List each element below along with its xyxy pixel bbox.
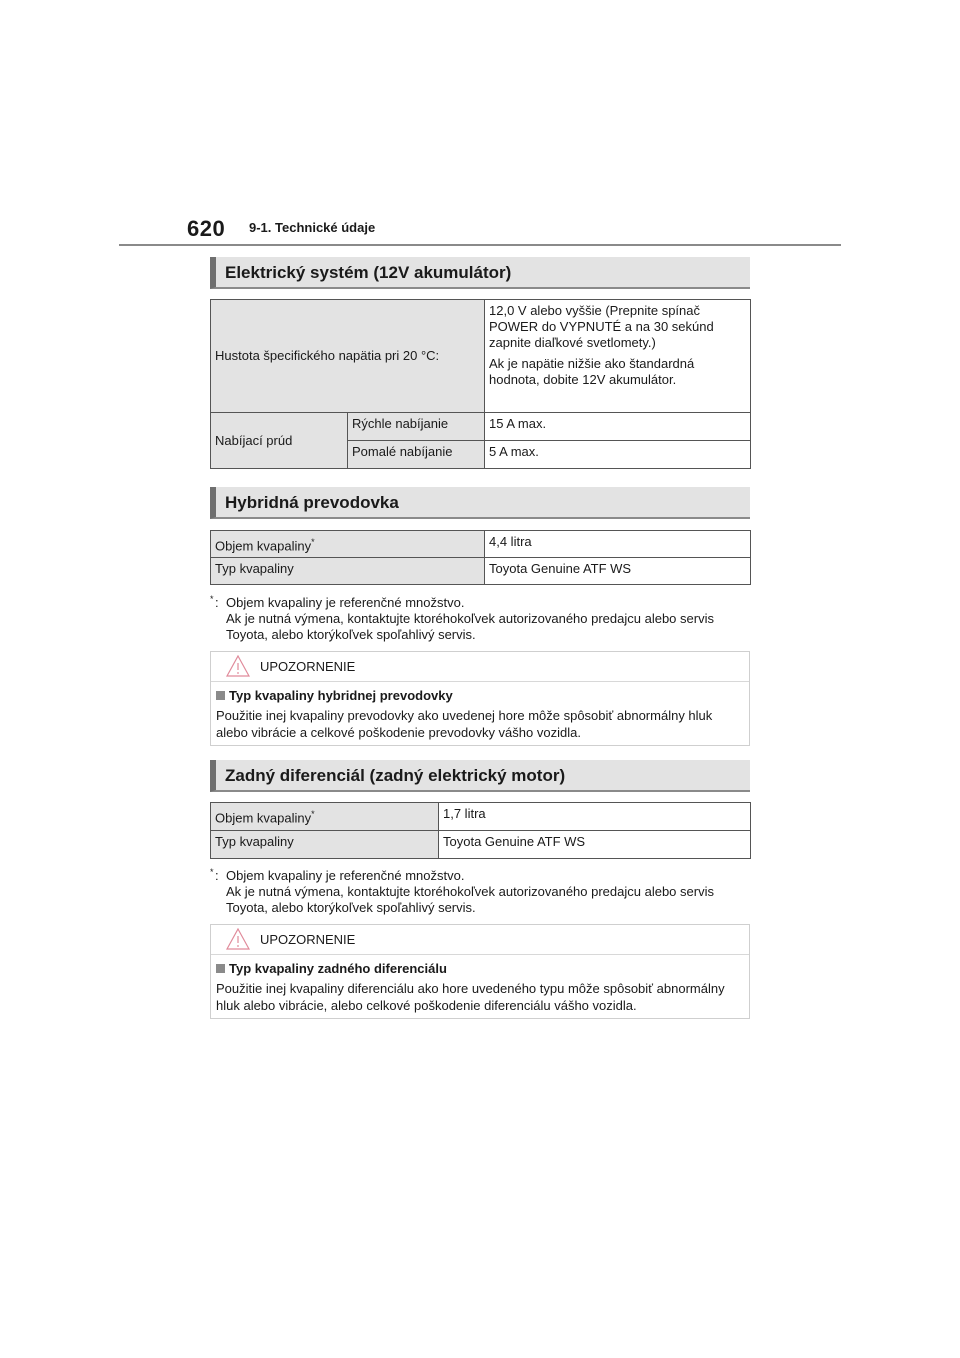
caution-title: UPOZORNENIE	[260, 659, 356, 674]
header-divider	[119, 244, 841, 246]
table-row	[211, 558, 751, 585]
caution-box-transmission	[210, 651, 750, 746]
caution-body	[211, 682, 749, 749]
table-row	[211, 803, 751, 831]
section-heading-transmission	[210, 487, 750, 519]
section-title: Elektrický systém (12V akumulátor)	[225, 263, 512, 282]
footnote-marker: *	[311, 809, 315, 819]
differential-spec-table	[210, 802, 751, 859]
table-row	[211, 531, 751, 558]
square-bullet-icon	[216, 691, 225, 700]
caution-box-differential	[210, 924, 750, 1019]
capacity-label: Objem kvapaliny*	[211, 531, 485, 558]
square-bullet-icon	[216, 964, 225, 973]
footnote-line-2: Ak je nutná výmena, kontaktujte ktoréhokoľvek autorizovaného predajcu alebo servis Toyota, alebo ktorýkoľvek spoľahlivý servis.	[226, 884, 714, 915]
section-title: Hybridná prevodovka	[225, 493, 399, 512]
caution-text: Použitie inej kvapaliny diferenciálu ako hore uvedeného typu môže spôsobiť abnormálny hluk alebo vibrácie, alebo celkové poškodenie diferenciálu vášho vozidla.	[216, 981, 725, 1013]
warning-triangle-icon	[226, 928, 250, 950]
slow-charging-label: Pomalé nabíjanie	[348, 441, 485, 469]
section-title: Zadný diferenciál (zadný elektrický motor)	[225, 766, 566, 785]
page-number: 620	[187, 216, 226, 241]
caution-header	[211, 925, 749, 955]
footnote-marker: *	[311, 537, 315, 547]
caution-subtitle: Typ kvapaliny zadného diferenciálu	[229, 961, 447, 976]
capacity-value: 4,4 litra	[485, 531, 751, 558]
footnote-line-1: Objem kvapaliny je referenčné množstvo.	[226, 595, 465, 610]
caution-text: Použitie inej kvapaliny prevodovky ako uvedenej hore môže spôsobiť abnormálny hluk alebo vibrácie a celkové poškodenie prevodovky vášho vozidla.	[216, 708, 713, 740]
fluid-type-label: Typ kvapaliny	[211, 558, 485, 585]
capacity-label: Objem kvapaliny*	[211, 803, 439, 831]
caution-subtitle: Typ kvapaliny hybridnej prevodovky	[229, 688, 453, 703]
table-row	[211, 831, 751, 859]
battery-spec-table	[210, 299, 751, 469]
table-row	[211, 413, 751, 441]
chapter-title: 9-1. Technické údaje	[249, 220, 376, 235]
fluid-type-value: Toyota Genuine ATF WS	[485, 558, 751, 585]
density-label: Hustota špecifického napätia pri 20 °C:	[211, 300, 485, 413]
capacity-value: 1,7 litra	[439, 803, 751, 831]
section-heading-electrical	[210, 257, 750, 289]
footnote-line-2: Ak je nutná výmena, kontaktujte ktoréhokoľvek autorizovaného predajcu alebo servis Toyota, alebo ktorýkoľvek spoľahlivý servis.	[226, 611, 714, 642]
fluid-type-value: Toyota Genuine ATF WS	[439, 831, 751, 859]
footnote: * : Objem kvapaliny je referenčné množstvo. Ak je nutná výmena, kontaktujte ktoréhokoľvek autorizovaného predajcu alebo servis Toyota, alebo ktorýkoľvek spoľahlivý servis.	[210, 595, 750, 643]
footnote-line-1: Objem kvapaliny je referenčné množstvo.	[226, 868, 465, 883]
fast-charging-label: Rýchle nabíjanie	[348, 413, 485, 441]
charging-current-label: Nabíjací prúd	[211, 413, 348, 469]
slow-charging-value: 5 A max.	[485, 441, 751, 469]
caution-title: UPOZORNENIE	[260, 932, 356, 947]
density-value	[485, 300, 751, 413]
density-value-note: Ak je napätie nižšie ako štandardná hodnota, dobite 12V akumulátor.	[489, 356, 695, 387]
footnote: * : Objem kvapaliny je referenčné množstvo. Ak je nutná výmena, kontaktujte ktoréhokoľvek autorizovaného predajcu alebo servis Toyota, alebo ktorýkoľvek spoľahlivý servis.	[210, 868, 750, 916]
section-heading-differential	[210, 760, 750, 792]
caution-header	[211, 652, 749, 682]
warning-triangle-icon	[226, 655, 250, 677]
caution-body	[211, 955, 749, 1022]
fast-charging-value: 15 A max.	[485, 413, 751, 441]
fluid-type-label: Typ kvapaliny	[211, 831, 439, 859]
transmission-spec-table	[210, 530, 751, 585]
table-row	[211, 300, 751, 413]
density-value-main: 12,0 V alebo vyššie (Prepnite spínač POWER do VYPNUTÉ a na 30 sekúnd zapnite diaľkové svetlomety.)	[489, 303, 714, 350]
